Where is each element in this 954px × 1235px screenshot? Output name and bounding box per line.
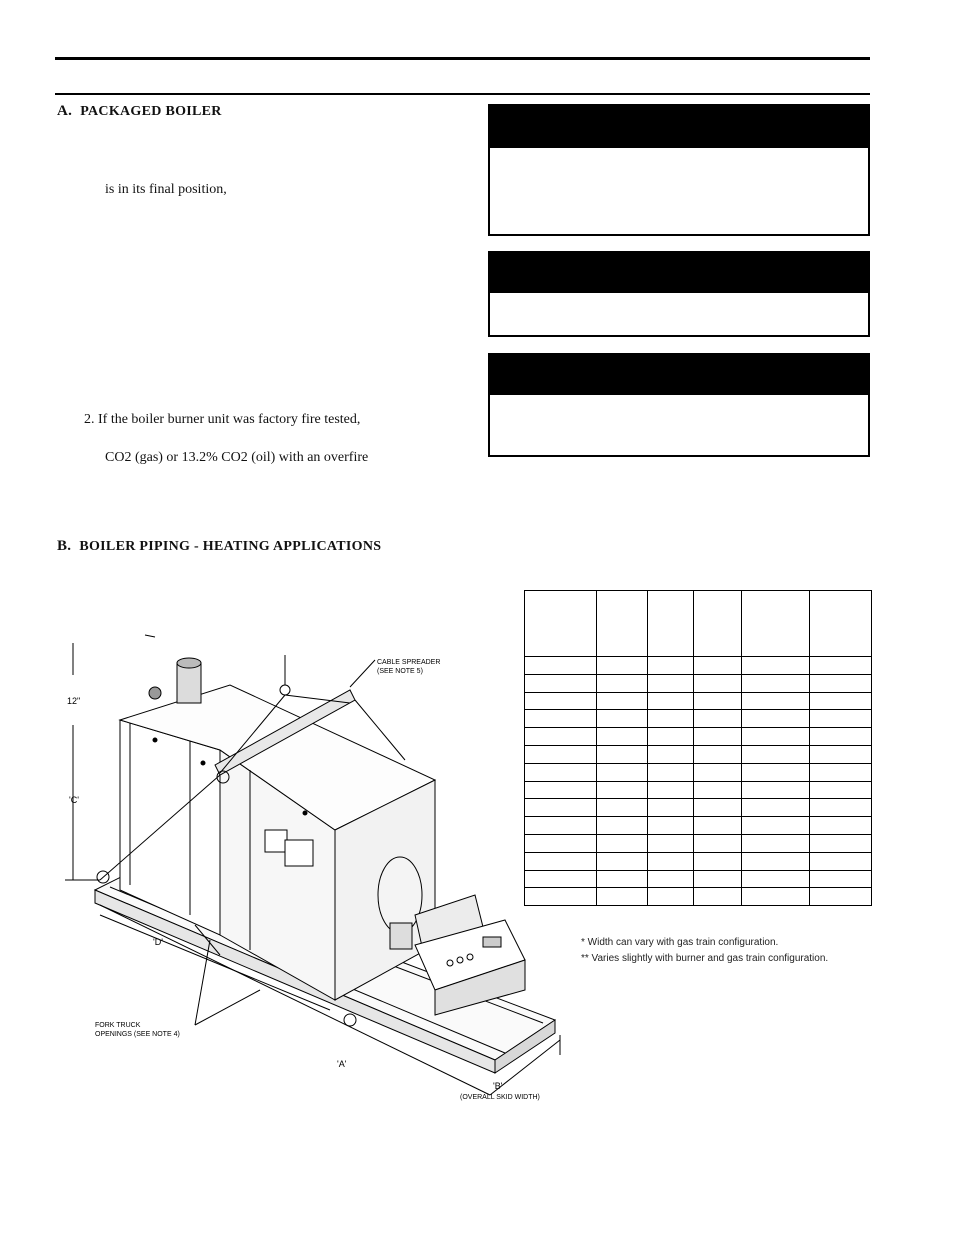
footnote-varies: ** Varies slightly with burner and gas train configuration. bbox=[581, 953, 829, 964]
table-row bbox=[525, 870, 872, 888]
table-row bbox=[525, 728, 872, 746]
table-row bbox=[525, 799, 872, 817]
header-rule bbox=[55, 93, 870, 95]
dimensions-table bbox=[524, 590, 872, 906]
section-b-title: BOILER PIPING - HEATING APPLICATIONS bbox=[79, 539, 382, 554]
fork-truck-label-2: OPENINGS (SEE NOTE 4) bbox=[95, 1031, 180, 1038]
section-a-heading bbox=[57, 103, 222, 120]
fork-truck-leader bbox=[195, 990, 260, 1025]
item-2-line-1: 2. If the boiler burner unit was factory fire tested, bbox=[84, 412, 361, 427]
table-header-row bbox=[525, 591, 872, 657]
footnote-width: * Width can vary with gas train configuration. bbox=[581, 937, 779, 948]
dim-label-b-note: (OVERALL SKID WIDTH) bbox=[460, 1094, 540, 1101]
table-row bbox=[525, 674, 872, 692]
fork-truck-label-1: FORK TRUCK bbox=[95, 1022, 141, 1029]
dim-label-c: 'C' bbox=[69, 795, 79, 805]
final-position-text: is in its final position, bbox=[105, 182, 227, 197]
section-a-letter: A. bbox=[57, 103, 73, 119]
table-header-cell bbox=[742, 591, 809, 657]
flue-outlet bbox=[149, 658, 201, 703]
dim-label-a: 'A' bbox=[337, 1059, 347, 1069]
warning-box-2-header bbox=[490, 253, 868, 293]
dim-label-12: 12" bbox=[67, 696, 81, 706]
table-row bbox=[525, 834, 872, 852]
warning-box-1-header bbox=[490, 106, 868, 148]
item-2-line-2: CO2 (gas) or 13.2% CO2 (oil) with an overfire bbox=[105, 450, 369, 465]
table-row bbox=[525, 781, 872, 799]
table-header-cell bbox=[647, 591, 693, 657]
table-row bbox=[525, 817, 872, 835]
section-b-letter: B. bbox=[57, 538, 72, 554]
section-a-title: PACKAGED BOILER bbox=[80, 104, 222, 119]
table-row bbox=[525, 745, 872, 763]
table-header-cell bbox=[809, 591, 872, 657]
table-row bbox=[525, 710, 872, 728]
table-row bbox=[525, 763, 872, 781]
table-row bbox=[525, 888, 872, 906]
top-rule bbox=[55, 57, 870, 60]
dim-label-d: 'D' bbox=[153, 937, 163, 947]
warning-box-1 bbox=[488, 104, 870, 236]
table-row bbox=[525, 657, 872, 675]
warning-box-2 bbox=[488, 251, 870, 337]
cable-spreader-leader bbox=[350, 660, 375, 687]
section-b-heading bbox=[57, 538, 381, 555]
warning-box-3 bbox=[488, 353, 870, 457]
table-row bbox=[525, 692, 872, 710]
table-header-cell bbox=[693, 591, 742, 657]
warning-box-3-header bbox=[490, 355, 868, 395]
table-header-cell bbox=[597, 591, 648, 657]
cable-spreader-label-1: CABLE SPREADER bbox=[377, 659, 441, 666]
boiler-skid-drawing bbox=[55, 615, 575, 1135]
dim-label-b: 'B' bbox=[493, 1081, 503, 1091]
cable-spreader-label-2: (SEE NOTE 5) bbox=[377, 668, 423, 675]
table-row bbox=[525, 852, 872, 870]
